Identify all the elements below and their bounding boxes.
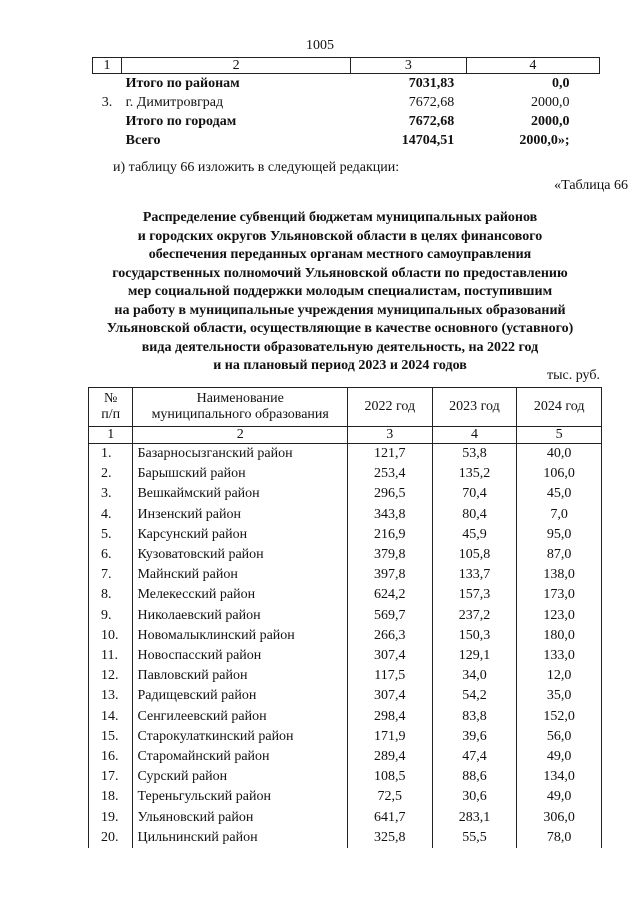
value-2024: 35,0 [517,686,602,706]
municipality-name: Базарносызганский район [133,444,347,465]
amendment-note: и) таблицу 66 изложить в следующей редакции: [113,160,400,175]
title-line: и на плановый период 2023 и 2024 годов [213,358,467,373]
value-2022: 307,4 [347,646,432,666]
col-header: 4 [466,58,599,74]
table-row [89,585,602,605]
column-number: 5 [517,427,602,444]
value-2024: 56,0 [517,727,602,747]
value-2024: 49,0 [517,747,602,767]
municipality-name: Сенгилеевский район [133,707,347,727]
row-number: 7. [89,565,133,585]
value-2023: 55,5 [432,828,517,848]
row-value-col4: 0,0 [552,76,570,91]
value-2024: 95,0 [517,525,602,545]
value-2023: 88,6 [432,767,517,787]
table-row [89,646,602,666]
row-number: 14. [89,707,133,727]
row-number: 12. [89,666,133,686]
municipality-name: Старокулаткинский район [133,727,347,747]
row-number: 19. [89,808,133,828]
table-row [89,606,602,626]
value-2023: 45,9 [432,525,517,545]
value-2022: 216,9 [347,525,432,545]
title-line: мер социальной поддержки молодым специалистам, поступившим [127,284,553,299]
row-number: 15. [89,727,133,747]
municipality-name: Кузоватовский район [133,545,347,565]
value-2022: 379,8 [347,545,432,565]
row-number: 18. [89,787,133,807]
table-row [89,727,602,747]
value-2022: 253,4 [347,464,432,484]
value-2022: 266,3 [347,626,432,646]
value-2023: 80,4 [432,505,517,525]
row-name: Итого по районам [125,76,240,91]
value-2023: 237,2 [432,606,517,626]
row-value-col3: 7672,68 [408,95,455,110]
header-number [89,388,133,427]
value-2024: 152,0 [517,707,602,727]
value-2024: 123,0 [517,606,602,626]
value-2024: 87,0 [517,545,602,565]
table-row [89,505,602,525]
row-value-col4: 2000,0 [531,114,570,129]
table-row [89,545,602,565]
value-2022: 117,5 [347,666,432,686]
page-number: 1005 [306,38,334,53]
title-line: и городских округов Ульяновской области в целях финансового [137,228,543,244]
municipality-name: Павловский район [133,666,347,686]
col-header: 1 [93,58,122,74]
value-2023: 135,2 [432,464,517,484]
column-number: 2 [133,427,347,444]
municipality-name: Инзенский район [133,505,347,525]
row-value-col4: 2000,0»; [519,133,570,148]
value-2022: 325,8 [347,828,432,848]
row-number: 6. [89,545,133,565]
header-name-line2: муниципального образования [151,407,329,422]
table-row [89,525,602,545]
value-2023: 39,6 [432,727,517,747]
value-2023: 53,8 [432,444,517,465]
table-row [93,93,600,112]
column-number: 1 [89,427,133,444]
value-2024: 12,0 [517,666,602,686]
value-2023: 283,1 [432,808,517,828]
row-number: 3. [89,484,133,504]
value-2024: 7,0 [517,505,602,525]
municipality-name: Тереньгульский район [133,787,347,807]
table-row [89,747,602,767]
row-number: 20. [89,828,133,848]
value-2023: 105,8 [432,545,517,565]
row-value-col3: 7672,68 [408,114,455,129]
row-number: 3. [101,95,113,110]
table-title [60,209,620,376]
value-2022: 569,7 [347,606,432,626]
value-2023: 133,7 [432,565,517,585]
value-2024: 106,0 [517,464,602,484]
value-2023: 157,3 [432,585,517,605]
value-2023: 47,4 [432,747,517,767]
value-2023: 34,0 [432,666,517,686]
municipality-name: Цильнинский район [133,828,347,848]
row-number: 9. [89,606,133,626]
value-2024: 133,0 [517,646,602,666]
col-header: 2 [122,58,351,74]
title-line: вида деятельности образовательную деятельность, на 2022 год [141,339,539,355]
municipality-name: Ульяновский район [133,808,347,828]
row-value-col3: 14704,51 [401,133,455,148]
continuation-table-header [93,58,600,74]
row-number: 8. [89,585,133,605]
subvention-table [88,387,602,848]
title-line: на работу в муниципальные учреждения муниципальных образований [114,302,566,318]
table-header-row [89,388,602,427]
header-name [133,388,347,427]
municipality-name: Новоспасский район [133,646,347,666]
row-value-col4: 2000,0 [531,95,570,110]
table-row [89,666,602,686]
value-2024: 180,0 [517,626,602,646]
municipality-name: Карсунский район [133,525,347,545]
value-2024: 78,0 [517,828,602,848]
value-2024: 49,0 [517,787,602,807]
municipality-name: Старомайнский район [133,747,347,767]
value-2022: 108,5 [347,767,432,787]
row-number: 10. [89,626,133,646]
value-2022: 298,4 [347,707,432,727]
continuation-table [92,57,600,150]
value-2022: 307,4 [347,686,432,706]
row-name: г. Димитровград [125,95,224,110]
header-2022: 2022 год [347,388,432,427]
row-number [93,112,122,131]
municipality-name: Николаевский район [133,606,347,626]
municipality-name: Вешкаймский район [133,484,347,504]
table-row [93,112,600,131]
municipality-name: Сурский район [133,767,347,787]
table-row [93,74,600,94]
municipality-name: Майнский район [133,565,347,585]
title-line: Ульяновской области, осуществляющие в качестве основного (уставного) [106,321,574,336]
row-number: 1. [89,444,133,465]
value-2022: 121,7 [347,444,432,465]
units-label: тыс. руб. [547,368,600,383]
table-row [89,787,602,807]
table-label: «Таблица 66 [554,178,628,193]
table-row [89,686,602,706]
municipality-name: Новомалыклинский район [133,626,347,646]
municipality-name: Барышский район [133,464,347,484]
column-number: 3 [347,427,432,444]
value-2023: 30,6 [432,787,517,807]
row-number: 13. [89,686,133,706]
title-line: Распределение субвенций бюджетам муниципальных районов [142,210,538,225]
row-number: 11. [89,646,133,666]
table-row [93,131,600,150]
value-2022: 397,8 [347,565,432,585]
table-row [89,808,602,828]
value-2022: 289,4 [347,747,432,767]
title-line: государственных полномочий Ульяновской области по предоставлению [112,265,568,281]
row-name: Итого по городам [125,114,237,129]
value-2022: 343,8 [347,505,432,525]
value-2023: 54,2 [432,686,517,706]
row-number: 16. [89,747,133,767]
row-number: 2. [89,464,133,484]
header-2023: 2023 год [432,388,517,427]
column-number: 4 [432,427,517,444]
value-2024: 45,0 [517,484,602,504]
row-number: 5. [89,525,133,545]
value-2022: 624,2 [347,585,432,605]
col-header: 3 [351,58,467,74]
municipality-name: Мелекесский район [133,585,347,605]
row-value-col3: 7031,83 [408,76,455,91]
title-line: обеспечения переданных органам местного самоуправления [148,247,532,262]
row-number: 17. [89,767,133,787]
value-2024: 173,0 [517,585,602,605]
table-row [89,464,602,484]
value-2024: 134,0 [517,767,602,787]
header-number-line2: п/п [101,407,121,422]
header-number-line1: № [104,391,118,406]
row-name: Всего [125,133,161,148]
header-name-line1: Наименование [196,391,284,406]
value-2023: 150,3 [432,626,517,646]
table-row [89,767,602,787]
value-2023: 83,8 [432,707,517,727]
value-2022: 296,5 [347,484,432,504]
value-2024: 138,0 [517,565,602,585]
value-2022: 171,9 [347,727,432,747]
row-number [93,74,122,94]
table-row [89,444,602,465]
value-2024: 40,0 [517,444,602,465]
table-row [89,565,602,585]
row-number: 4. [89,505,133,525]
row-number [93,131,122,150]
column-number-row [89,427,602,444]
table-row [89,707,602,727]
value-2023: 129,1 [432,646,517,666]
value-2023: 70,4 [432,484,517,504]
table-row [89,828,602,848]
value-2024: 306,0 [517,808,602,828]
municipality-name: Радищевский район [133,686,347,706]
table-row [89,484,602,504]
header-2024: 2024 год [517,388,602,427]
table-row [89,626,602,646]
value-2022: 641,7 [347,808,432,828]
value-2022: 72,5 [347,787,432,807]
